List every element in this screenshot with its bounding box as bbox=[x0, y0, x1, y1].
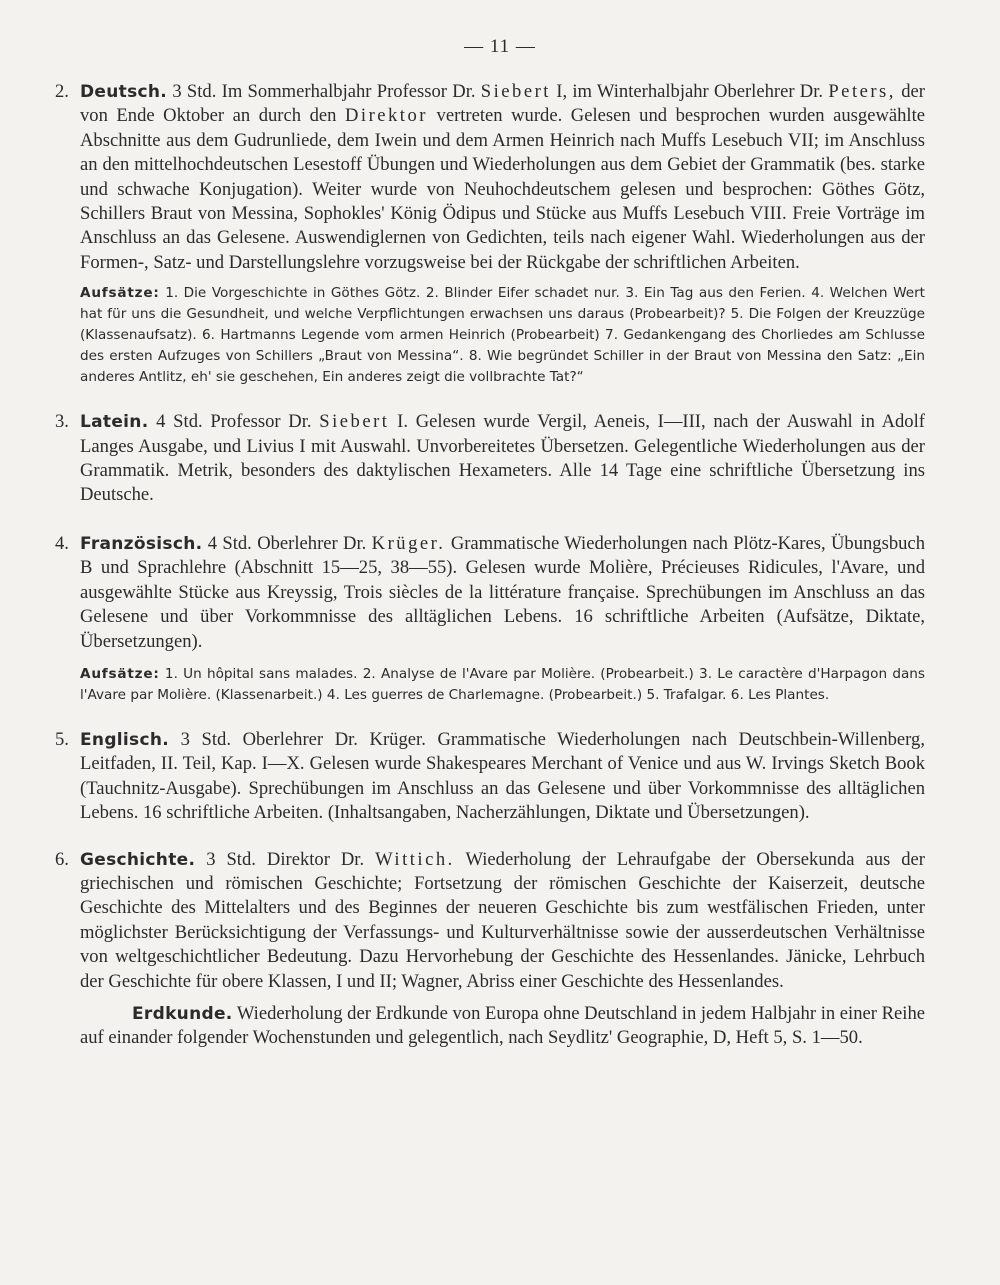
teacher-name: Siebert bbox=[480, 81, 551, 102]
teacher-name: Krüger. bbox=[371, 532, 446, 554]
essay-topics: 1. Die Vorgeschichte in Göthes Götz. 2. Blinder Eifer schadet nur. 3. Ein Tag aus den Ferien. 4. Welchen Wert hat für uns die Gesundheit, und welche Verpflichtungen erwachsen uns daraus (Probearbeit)? 5. Die Folgen der Kreuzzüge (Klassenaufsatz). 6. Hartmanns Legende vom armen Heinrich (Probearbeit) 7. Gedankengang des Chorliedes am Schlusse des ersten Aufzuges von Schillers „Braut von Messina“. 8. Wie begründet Schiller in der Braut von Messina den Satz: „Ein anderes Antlitz, eh' sie geschehen, Ein anderes zeigt die vollbrachte Tat?“ bbox=[80, 285, 925, 386]
essay-list bbox=[80, 283, 925, 388]
section-title: Geschichte. bbox=[80, 849, 196, 870]
section-text: Direktor Dr. bbox=[266, 848, 365, 870]
essay-list bbox=[80, 664, 925, 706]
section-hours: 3 Std. bbox=[172, 81, 217, 102]
section-number: 3. bbox=[55, 411, 69, 433]
section-text: Grammatische Wiederholungen nach Plötz-Kares, Übungsbuch B und Sprachlehre (Abschnitt 15—25, 38—55). Gelesen wurde Molière, Précieuses Ridicules, l'Avare, und ausgewählte Stücke aus Kreyssig, Trois siècles de la littérature française. Sprechübungen im Anschluss an das Gelesene und über Vorkommnisse des alltäglichen Lebens. 16 schriftliche Arbeiten (Aufsätze, Diktate, Übersetzungen). bbox=[80, 532, 925, 652]
section-text: I. Gelesen wurde Vergil, Aeneis, I—III, nach der Auswahl in Adolf Langes Ausgabe, und Livius I mit Auswahl. Unvorbereitetes Übersetzen. Gelegentliche Wiederholungen aus der Grammatik. Metrik, besonders des daktylischen Hexameters. Alle 14 Tage eine schriftliche Übersetzung ins Deutsche. bbox=[80, 411, 925, 506]
section-text: Oberlehrer Dr. bbox=[257, 532, 367, 554]
section-hours: 3 Std. bbox=[180, 728, 231, 750]
page-number: — 11 — bbox=[464, 36, 536, 57]
subsection-text: Wiederholung der Erdkunde von Europa ohne Deutschland in jedem Halbjahr in einer Reihe auf einander folgender Wochenstunden und gelegentlich, nach Seydlitz' Geographie, D, Heft 5, S. 1—50. bbox=[80, 1002, 925, 1049]
section-title: Deutsch. bbox=[80, 82, 168, 102]
section-text: Im Sommerhalbjahr Professor Dr. bbox=[221, 81, 476, 102]
section-deutsch bbox=[55, 80, 926, 388]
page-body bbox=[55, 80, 926, 1051]
subsection-erdkunde bbox=[80, 1002, 925, 1051]
section-text: vertreten wurde. Gelesen und besprochen wurden ausgewählte Abschnitte aus dem Gudrunliede, dem Iwein und dem Armen Heinrich nach Muffs Lesebuch VII; im Anschluss an den mittelhochdeutschen Lesestoff Übungen und Wiederholungen aus dem Gebiet der Grammatik (bes. starke und schwache Konjugation). Weiter wurde von Neuhochdeutschem gelesen und besprochen: Göthes Götz, Schillers Braut von Messina, Sophokles' König Ödipus und Stücke aus Muffs Lesebuch VIII. Freie Vorträge im Anschluss an das Gelesene. Auswendiglernen von Gedichten, teils nach eigener Wahl. Wiederholungen aus der Formen-, Satz- und Darstellungslehre vorzugsweise bei der Rückgabe der schriftlichen Arbeiten. bbox=[80, 105, 926, 273]
section-hours: 4 Std. bbox=[156, 411, 203, 433]
section-title: Französisch. bbox=[80, 533, 203, 554]
section-franzoesisch bbox=[55, 532, 925, 706]
section-text: Wiederholung der Lehraufgabe der Obersekunda aus der griechischen und römischen Geschichte; Fortsetzung der römischen Geschichte der Kaiserzeit, deutsche Geschichte des Mittelalters und des Beginnes der neueren Geschichte bis zum westfälischen Frieden, unter möglichster Berücksichtigung der Verfassungs- und Kulturverhältnisse sowie der ausserdeutschen Verhältnisse von weltgeschichtlicher Bedeutung. Dazu Hervorhebung der Geschichte des Hessenlandes. Jänicke, Lehrbuch der Geschichte für obere Klassen, I und II; Wagner, Abriss einer Geschichte des Hessenlandes. bbox=[80, 848, 925, 992]
section-number: 5. bbox=[55, 728, 69, 750]
section-title: Englisch. bbox=[80, 729, 169, 750]
section-englisch bbox=[55, 728, 925, 826]
essay-topics: 1. Un hôpital sans malades. 2. Analyse de l'Avare par Molière. (Probearbeit.) 3. Le caractère d'Harpagon dans l'Avare par Molière. (Klassenarbeit.) 4. Les guerres de Charlemagne. (Probearbeit.) 5. Trafalgar. 6. Les Plantes. bbox=[80, 665, 925, 703]
teacher-name: Direktor bbox=[344, 105, 428, 127]
section-title: Latein. bbox=[80, 412, 149, 433]
section-text: der von Ende Oktober an durch den bbox=[80, 81, 925, 127]
essay-label: Aufsätze: bbox=[80, 665, 160, 682]
section-number: 4. bbox=[55, 532, 69, 554]
section-text: Grammatische Wiederholungen nach Deutschbein-Willenberg, Leitfaden, II. Teil, Kap. I—X. Gelesen wurde Shakespeares Merchant of Venice und aus W. Irvings Sketch Book (Tauchnitz-Ausgabe). Sprechübungen im Anschluss an das Gelesene und über Vorkommnisse des alltäglichen Lebens. 16 schriftliche Arbeiten. (Inhaltsangaben, Nacherzählungen, Diktate und Übersetzungen). bbox=[80, 728, 925, 824]
essay-label: Aufsätze: bbox=[80, 285, 160, 302]
teacher-name: Peters, bbox=[828, 81, 896, 102]
section-text: I, im Winterhalbjahr Oberlehrer Dr. bbox=[556, 81, 824, 102]
section-text: Professor Dr. bbox=[210, 411, 312, 433]
section-text: Oberlehrer Dr. Krüger. bbox=[242, 728, 426, 750]
section-hours: 3 Std. bbox=[206, 848, 256, 870]
teacher-name: Siebert bbox=[319, 411, 390, 433]
section-geschichte bbox=[55, 848, 925, 1051]
subsection-title: Erdkunde. bbox=[132, 1003, 233, 1024]
teacher-name: Wittich. bbox=[375, 848, 455, 870]
section-latein bbox=[55, 410, 925, 508]
section-number: 2. bbox=[55, 81, 69, 102]
section-number: 6. bbox=[55, 848, 69, 870]
section-hours: 4 Std. bbox=[207, 532, 252, 554]
